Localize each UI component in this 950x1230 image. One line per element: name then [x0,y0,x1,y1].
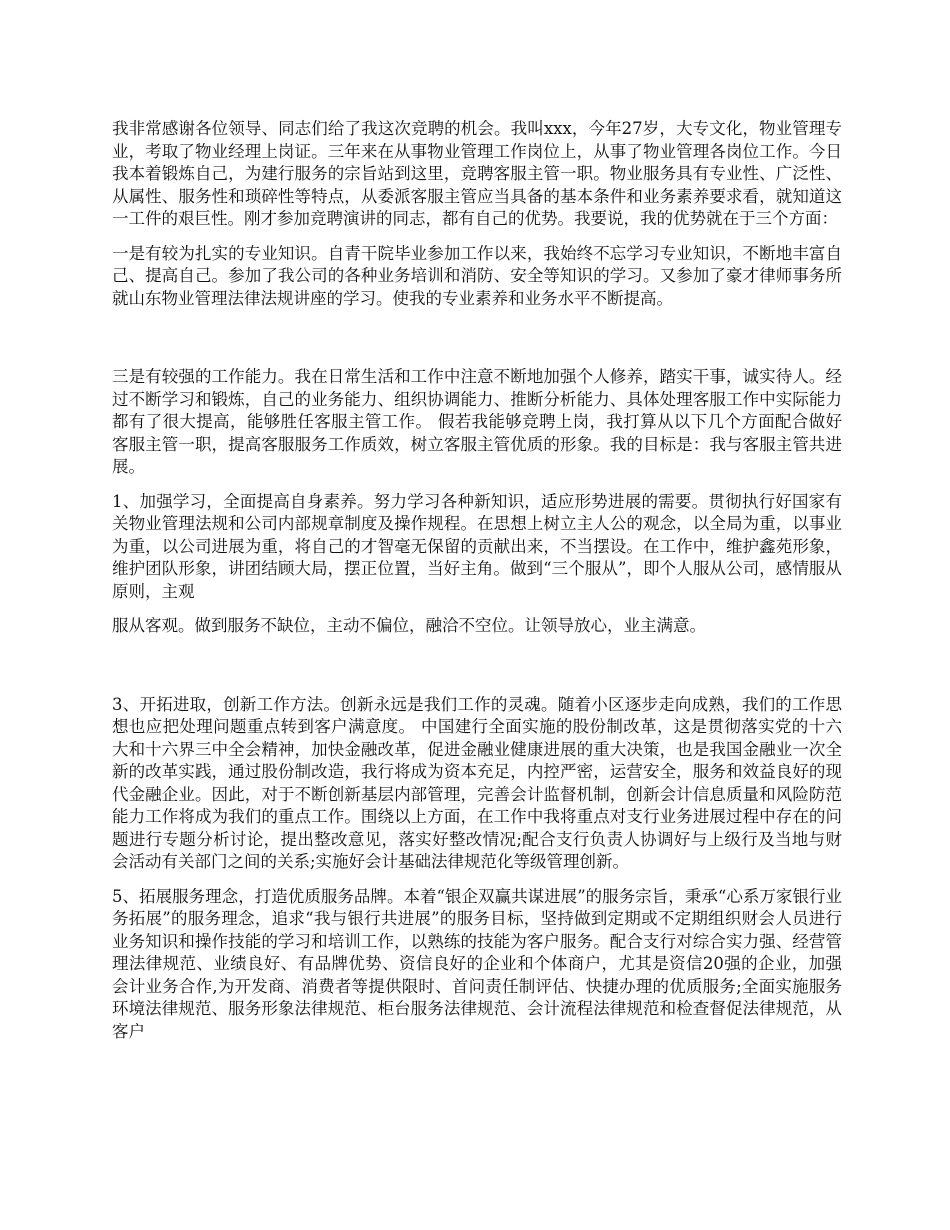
paragraph-item-1-study: 1、加强学习，全面提高自身素养。努力学习各种新知识，适应形势进展的需要。贯彻执行好国家有关物业管理法规和公司内部规章制度及操作规程。在思想上树立主人公的观念，以全局为重，以事业为重，以公司进展为重，将自己的才智毫无保留的贡献出来，不当摆设。在工作中，维护鑫苑形象，维护团队形象，讲团结顾大局，摆正位置，当好主角。做到“三个服从”，即个人服从公司，感情服从原则，主观 [112,491,842,601]
paragraph-professional-knowledge: 一是有较为扎实的专业知识。自青干院毕业参加工作以来，我始终不忘学习专业知识，不断地丰富自己、提高自己。参加了我公司的各种业务培训和消防、安全等知识的学习。又参加了豪才律师事务所就山东物业管理法律法规讲座的学习。使我的专业素养和业务水平不断提高。 [112,243,842,308]
paragraph-intro: 我非常感谢各位领导、同志们给了我这次竞聘的机会。我叫xxx，今年27岁，大专文化，物业管理专业，考取了物业经理上岗证。三年来在从事物业管理工作岗位上，从事了物业管理各岗位工作。今日我本着锻炼自己，为建行服务的宗旨站到这里，竞聘客服主管一职。物业服务具有专业性、广泛性、从属性、服务性和琐碎性等特点，从委派客服主管应当具备的基本条件和业务素养要求看，就知道这一工件的艰巨性。刚才参加竞聘演讲的同志，都有自己的优势。我要说，我的优势就在于三个方面： [112,119,842,228]
paragraph-item-3-innovation: 3、开拓进取，创新工作方法。创新永远是我们工作的灵魂。随着小区逐步走向成熟，我们的工作思想也应把处理问题重点转到客户满意度。 中国建行全面实施的股份制改革，这是贯彻落实党的十六大和十六界三中全会精神，加快金融改革，促进金融业健康进展的重大决策，也是我国金融业一次全新的改革实践，通过股份制改造，我行将成为资本充足，内控严密，运营安全，服务和效益良好的现代金融企业。因此，对于不断创新基层内部管理，完善会计监督机制，创新会计信息质量和风险防范能力工作将成为我们的重点工作。围绕以上方面，在工作中我将重点对支行业务进展过程中存在的问题进行专题分析讨论，提出整改意见，落实好整改情况;配合支行负责人协调好与上级行及当地与财会活动有关部门之间的关系;实施好会计基础法律规范化等级管理创新。 [112,694,842,871]
paragraph-item-1-continued: 服从客观。做到服务不缺位，主动不偏位，融洽不空位。让领导放心，业主满意。 [112,616,706,635]
paragraph-work-ability: 三是有较强的工作能力。我在日常生活和工作中注意不断地加强个人修养，踏实干事，诚实待人。经过不断学习和锻炼，自己的业务能力、组织协调能力、推断分析能力、具体处理客服工作中实际能力都有了很大提高，能够胜任客服主管工作。 假若我能够竞聘上岗，我打算从以下几个方面配合做好客服主管一职，提高客服服务工作质效，树立客服主管优质的形象。我的目标是：我与客服主管共进展。 [112,367,842,476]
paragraph-item-5-service: 5、拓展服务理念，打造优质服务品牌。本着“银企双赢共谋进展”的服务宗旨，秉承“心系万家银行业务拓展”的服务理念，追求“我与银行共进展”的服务目标，坚持做到定期或不定期组织财会人员进行业务知识和操作技能的学习和培训工作，以熟练的技能为客户服务。配合支行对综合实力强、经营管理法律规范、业绩良好、有品牌优势、资信良好的企业和个体商户，尤其是资信20强的企业，加强会计业务合作,为开发商、消费者等提供限时、首问责任制评估、快捷办理的优质服务;全面实施服务环境法律规范、服务形象法律规范、柜台服务法律规范、会计流程法律规范和检查督促法律规范，从客户 [112,886,842,1041]
document-body [112,118,842,1043]
